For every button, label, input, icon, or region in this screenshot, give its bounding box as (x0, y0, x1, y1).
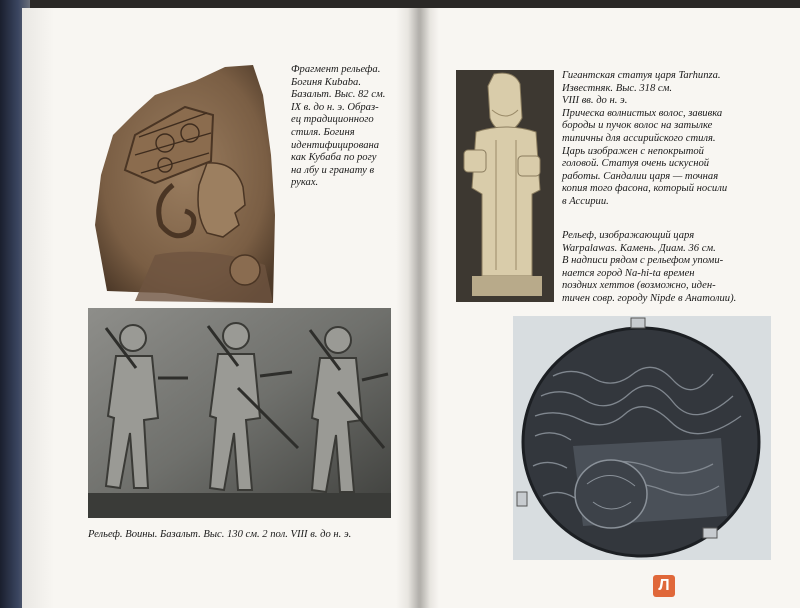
caption-line: на лбу и гранату в (291, 164, 375, 176)
caption-line: головой. Статуя очень искусной (562, 158, 710, 170)
caption-line: Базальт. Выс. 82 см. (291, 89, 386, 101)
caption-line: ец традиционного (291, 114, 374, 126)
caption-line: В надписи рядом с рельефом упоми- (562, 255, 724, 267)
caption-line: тичен совр. городу Nipde в Анатолии). (562, 292, 737, 304)
warriors-caption: Рельеф. Воины. Базальт. Выс. 130 см. 2 пол. VIII в. до н. э. (88, 529, 352, 540)
tarhunza-caption (562, 70, 777, 209)
caption-line: Царь изображен с непокрытой (562, 145, 704, 157)
caption-line: работы. Сандалии царя — точная (562, 170, 719, 182)
caption-line: Гигантская статуя царя Tarhunza. (562, 70, 721, 81)
warpalawas-disk-photo (513, 316, 771, 560)
caption-line: Прическа волнистых волос, завивка (562, 107, 723, 119)
caption-line: в Ассирии. (562, 195, 609, 207)
caption-line: Известняк. Выс. 318 см. (562, 82, 673, 94)
kubaba-caption (291, 64, 406, 190)
caption-line: типичны для ассирийского стиля. (562, 132, 716, 144)
caption-line: нается город Na-hi-ta времен (562, 267, 695, 279)
caption-line: Богиня Kubaba. (291, 76, 362, 88)
caption-line: стиля. Богиня (291, 126, 355, 138)
caption-line: Рельеф, изображающий царя (562, 230, 695, 241)
site-logo-watermark: Л (653, 575, 675, 597)
caption-line: копия того фасона, который носили (562, 183, 728, 195)
caption-line: поздних хеттов (возможно, иден- (562, 280, 716, 292)
warpalawas-caption (562, 230, 787, 306)
warriors-relief-photo (88, 308, 391, 518)
caption-line: Warpalawas. Камень. Диам. 36 см. (562, 242, 716, 254)
kubaba-relief-photo (95, 65, 275, 305)
caption-line: бороды и пучок волос на затылке (562, 120, 713, 132)
tarhunza-statue-photo (456, 70, 554, 302)
caption-line: как Кубаба по рогу (291, 152, 377, 164)
caption-line: идентифицирована (291, 139, 380, 151)
caption-line: Фрагмент рельефа. (291, 64, 381, 75)
caption-line: IX в. до н. э. Образ- (291, 101, 379, 113)
book-gutter (408, 8, 430, 608)
caption-line: VIII вв. до н. э. (562, 95, 628, 107)
caption-line: руках. (291, 177, 319, 189)
